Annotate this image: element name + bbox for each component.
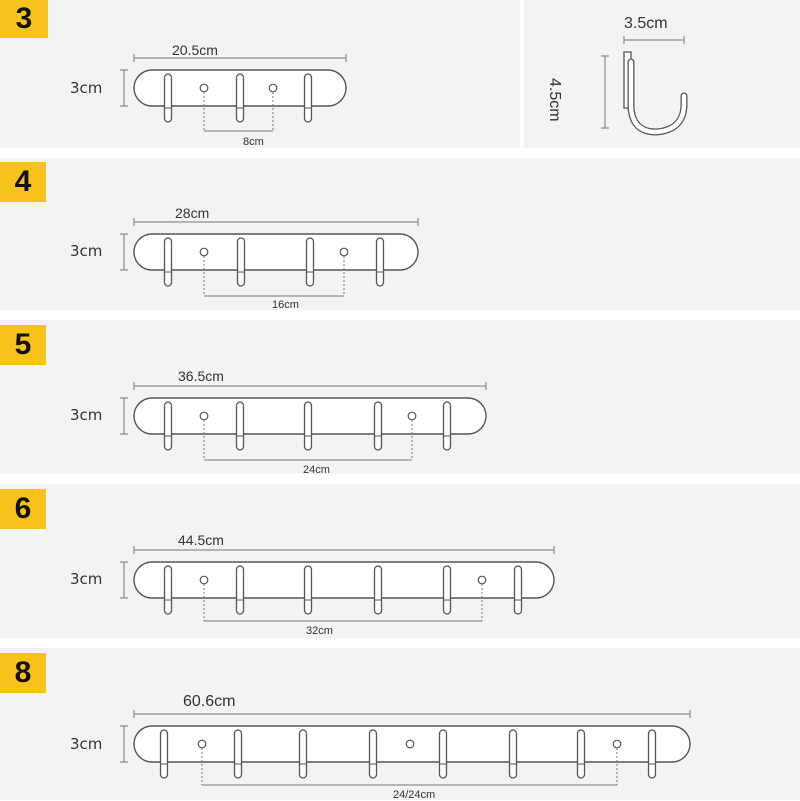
spacing-label-8: 24/24cm	[393, 789, 436, 801]
hook	[161, 730, 168, 778]
height-label-5: 3cm	[70, 406, 103, 424]
hook-profile-diagram	[0, 0, 800, 150]
hook-height-label: 4.5cm	[546, 78, 563, 122]
spacing-label-4: 16cm	[272, 299, 299, 311]
hook	[578, 730, 585, 778]
spacing-label-5: 24cm	[303, 464, 330, 476]
badge-3: 3	[0, 0, 48, 38]
hook-width-label: 3.5cm	[624, 15, 668, 32]
width-label-3: 20.5cm	[172, 42, 218, 58]
hook-curve-outline	[631, 62, 684, 132]
hook	[235, 730, 242, 778]
badge-8: 8	[0, 653, 46, 693]
badge-4: 4	[0, 162, 46, 202]
badge-5: 5	[0, 325, 46, 365]
width-label-8: 60.6cm	[183, 693, 236, 710]
hook	[649, 730, 656, 778]
height-label-4: 3cm	[70, 242, 103, 260]
height-label-8: 3cm	[70, 735, 103, 753]
hook	[510, 730, 517, 778]
screw-hole	[613, 740, 621, 748]
spacing-label-3: 8cm	[243, 136, 264, 148]
height-label-3: 3cm	[70, 79, 103, 97]
badge-6: 6	[0, 489, 46, 529]
width-label-6: 44.5cm	[178, 532, 224, 548]
hook	[300, 730, 307, 778]
screw-hole	[198, 740, 206, 748]
hook	[370, 730, 377, 778]
width-label-5: 36.5cm	[178, 368, 224, 384]
height-label-6: 3cm	[70, 570, 103, 588]
screw-hole	[406, 740, 414, 748]
spacing-label-6: 32cm	[306, 625, 333, 637]
width-label-4: 28cm	[175, 205, 210, 221]
hook	[440, 730, 447, 778]
